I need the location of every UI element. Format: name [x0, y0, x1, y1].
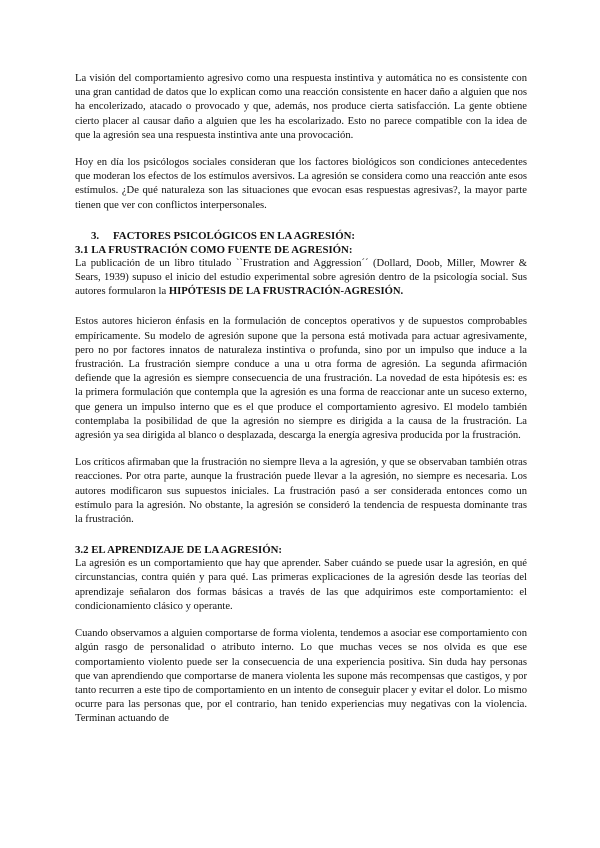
- section-3-1-paragraph-2: Estos autores hicieron énfasis en la formulación de conceptos operativos y de supuestos comprobables empíricamente. Su modelo de agresión supone que la persona está motivada para actuar agresivamente, pero no por factores innatos de naturaleza instintiva o profunda, sino por un impulso que induce a la frustración. La frustración siempre conduce a una u otra forma de agresión. La segunda afirmación defiende que la agresión es siempre consecuencia de una frustración. La novedad de esta hipótesis es: es la primera formulación que contempla que la agresión es una forma de reaccionar ante un suceso externo, que genera un impulso interno que es el que produce el comportamiento agresivo. El modelo también contemplaba la posibilidad de que la agresión no siempre es dirigida a la causa de la frustración. La agresión ya sea dirigida al blanco o desplazada, descarga la energía agresiva producida por la frustración.: [75, 316, 527, 442]
- section-3-1-paragraph-1: [75, 257, 527, 300]
- intro-paragraph-2: Hoy en día los psicólogos sociales consideran que los factores biológicos son condiciones antecedentes que moderan los efectos de los estímulos aversivos. La agresión se considera como una reacción ante esos estímulos. ¿De qué naturaleza son las situaciones que evocan esas respuestas agresivas?, la mayor parte tienen que ver con conflictos interpersonales.: [75, 157, 527, 211]
- section-3-heading: [75, 229, 527, 243]
- section-3-1-paragraph-3: Los críticos afirmaban que la frustración no siempre lleva a la agresión, y que se observaban también otras reacciones. Por otra parte, aunque la frustración puede llevar a la agresión, no siempre es necesaria. Los autores modificaron sus supuestos iniciales. La frustración pasó a ser considerada entonces como un estímulo para la agresión. No obstante, la agresión se consideró la tendencia de respuesta dominante tras la frustración.: [75, 457, 527, 526]
- section-3-2-paragraph-2: Cuando observamos a alguien comportarse de forma violenta, tendemos a asociar ese comportamiento con algún rasgo de personalidad o atributo interno. Lo que muchas veces se nos olvida es que ese comportamiento violento puede ser la consecuencia de una experiencia positiva. Sin duda hay personas que van aprendiendo que comportarse de manera violenta les supone más recompensas que castigos, y por tanto recurren a este tipo de comportamiento en un intento de conseguir placer y evitar el dolor. Lo mismo ocurre para las personas que, por el contrario, han tenido experiencias muy negativas con la violencia. Terminan actuando de: [75, 628, 527, 725]
- section-3-2-heading: 3.2 EL APRENDIZAJE DE LA AGRESIÓN:: [75, 544, 282, 557]
- hypothesis-emphasis: HIPÓTESIS DE LA FRUSTRACIÓN-AGRESIÓN.: [168, 286, 404, 298]
- document-body: [75, 72, 527, 727]
- intro-paragraph-1: La visión del comportamiento agresivo como una respuesta instintiva y automática no es consistente con una gran cantidad de datos que lo explican como una reacción consistente en hacer daño a alguien que nos ha encolerizado, atacado o provocado y que, además, nos produce cierta satisfacción. La gente obtiene cierto placer al causar daño a alguien que les ha escolarizado. Esto no parece compatible con la idea de que la agresión sea una respuesta instintiva ante una provocación.: [75, 73, 527, 141]
- section-3-1-heading: 3.1 LA FRUSTRACIÓN COMO FUENTE DE AGRESIÓN:: [75, 243, 353, 256]
- section-3-title: FACTORES PSICOLÓGICOS EN LA AGRESIÓN:: [113, 229, 355, 242]
- section-3-1-paragraph-1-text: La publicación de un libro titulado ``Frustration and Aggression´´ (Dollard, Doob, Miller, Mowrer & Sears, 1939) supuso el inicio del estudio experimental sobre agresión dentro de la psicología social. Sus autores formularon la: [75, 257, 527, 298]
- section-3-number: 3.: [91, 229, 100, 242]
- section-3-2-paragraph-1: La agresión es un comportamiento que hay que aprender. Saber cuándo se puede usar la agresión, en qué circunstancias, contra quién y para qué. Las primeras explicaciones de la agresión desde las teorías del aprendizaje señalaron dos formas básicas a través de las que adquirimos este comportamiento: el condicionamiento clásico y operante.: [75, 558, 527, 612]
